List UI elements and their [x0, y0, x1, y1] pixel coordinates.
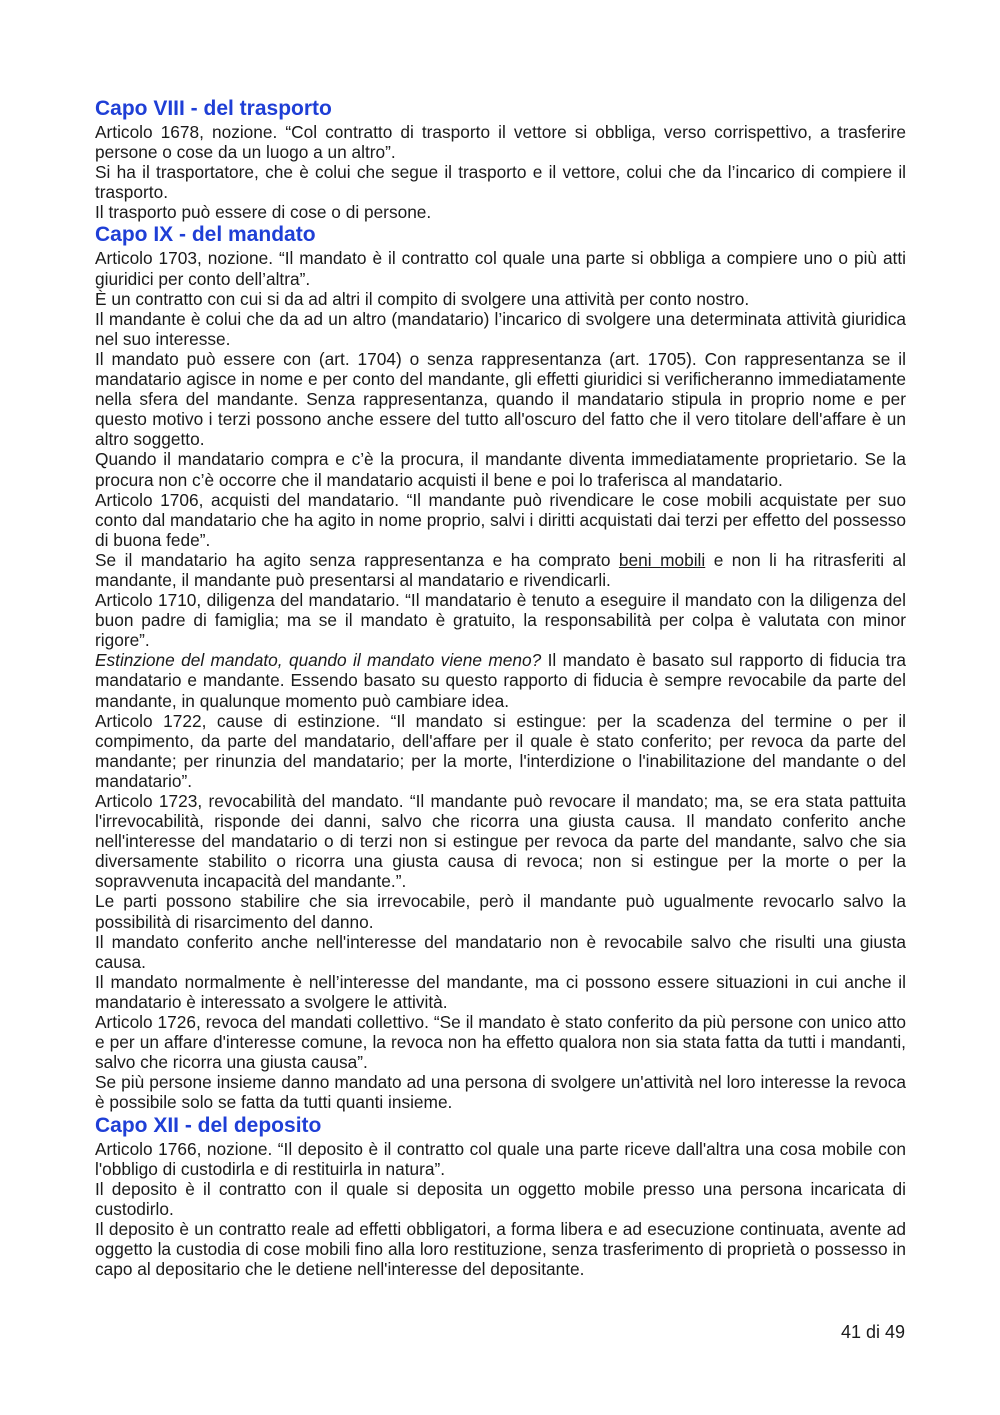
paragraph: Il mandato normalmente è nell’interesse del mandante, ma ci possono essere situazioni in cui anche il mandatario è interessato a svolgere le attività. — [95, 971, 906, 1012]
paragraph: Le parti possono stabilire che sia irrevocabile, però il mandante può ugualmente revocarlo salvo la possibilità di risarcimento del danno. — [95, 891, 906, 932]
paragraph: Il mandante è colui che da ad un altro (mandatario) l’incarico di svolgere una determinata attività giuridica nel suo interesse. — [95, 308, 906, 349]
paragraph: Il mandato può essere con (art. 1704) o senza rappresentanza (art. 1705). Con rappresentanza se il mandatario agisce in nome e per conto del mandante, gli effetti giuridici si verificheranno immediatamente nella sfera del mandante. Senza rappresentanza, quando il mandatario stipula in proprio nome e per questo motivo i terzi possono anche essere del tutto all'oscuro del fatto che il vero titolare dell'affare è un altro soggetto. — [95, 348, 906, 450]
page-number: 41 di 49 — [840, 1322, 905, 1342]
paragraph: Articolo 1722, cause di estinzione. “Il mandato si estingue: per la scadenza del termine o per il compimento, da parte del mandatario, dell'affare per il quale è stato conferito; per revoca da parte del mandante; per rinunzia del mandatario; per la morte, l'interdizione o l'inabilitazione del mandante o del mandatario”. — [95, 710, 906, 791]
paragraph-text: Se il mandatario ha agito senza rappresentanza e ha comprato — [95, 549, 619, 570]
italic-question: Estinzione del mandato, quando il mandato viene meno? — [95, 650, 542, 671]
paragraph: Articolo 1723, revocabilità del mandato. “Il mandante può revocare il mandato; ma, se era stata pattuita l'irrevocabilità, risponde dei danni, salvo che ricorra una giusta causa. Il mandato conferito anche nell'interesse del mandatario o di terzi non si estingue per revoca da parte del mandante, salvo che sia diversamente stabilito o ricorra una giusta causa di revoca; non si estingue per la morte o per la sopravvenuta incapacità del mandante.”. — [95, 791, 906, 892]
paragraph: Quando il mandatario compra e c’è la procura, il mandante diventa immediatamente proprietario. Se la procura non c’è occorre che il mandatario acquisti il bene e poi lo traferisca al mandatario. — [95, 449, 906, 490]
paragraph: Il deposito è il contratto con il quale si deposita un oggetto mobile presso una persona incaricata di custodirlo. — [95, 1178, 906, 1219]
paragraph: Il deposito è un contratto reale ad effetti obbligatori, a forma libera e ad esecuzione continuata, avente ad oggetto la custodia di cose mobili fino alla loro restituzione, senza trasferimento di proprietà o possesso in capo al depositario che le detiene nell'interesse del depositante. — [95, 1218, 906, 1280]
underlined-term: beni mobili — [618, 549, 706, 570]
paragraph: Articolo 1766, nozione. “Il deposito è il contratto col quale una parte riceve dall'altra una cosa mobile con l'obbligo di custodirla e di restituirla in natura”. — [95, 1138, 906, 1179]
paragraph: È un contratto con cui si da ad altri il compito di svolgere una attività per conto nostro. — [95, 288, 750, 309]
paragraph: Se più persone insieme danno mandato ad una persona di svolgere un'attività nel loro interesse la revoca è possibile solo se fatta da tutti quanti insieme. — [95, 1072, 906, 1113]
paragraph-text: e non li ha ritrasferiti al mandante, il mandante può presentarsi al mandatario e rivendicarli. — [95, 549, 906, 590]
paragraph: Articolo 1703, nozione. “Il mandato è il contratto col quale una parte si obbliga a compiere uno o più atti giuridici per conto dell’altra”. — [95, 248, 906, 289]
paragraph-with-underline — [95, 550, 906, 590]
section-heading-deposito: Capo XII - del deposito — [95, 1113, 322, 1137]
section-heading-mandato: Capo IX - del mandato — [95, 223, 316, 247]
section-heading-trasporto: Capo VIII - del trasporto — [95, 97, 332, 120]
paragraph: Il trasporto può essere di cose o di persone. — [95, 202, 432, 223]
paragraph: Si ha il trasportatore, che è colui che segue il trasporto e il vettore, colui che da l’incarico di compiere il trasporto. — [95, 162, 906, 203]
paragraph: Articolo 1706, acquisti del mandatario. “Il mandante può rivendicare le cose mobili acquistate per suo conto dal mandatario che ha agito in nome proprio, salvi i diritti acquistati dai terzi per effetto del possesso di buona fede”. — [95, 489, 906, 550]
paragraph: Articolo 1678, nozione. “Col contratto di trasporto il vettore si obbliga, verso corrispettivo, a trasferire persone o cose da un luogo a un altro”. — [95, 122, 906, 163]
paragraph-with-italic — [95, 650, 906, 710]
paragraph-text: Il mandato è basato sul rapporto di fiducia tra mandatario e mandante. Essendo basato su questo rapporto di fiducia è sempre revocabile da parte del mandante, in qualunque momento può cambiare idea. — [95, 650, 906, 711]
paragraph: Articolo 1710, diligenza del mandatario. “Il mandatario è tenuto a eseguire il mandato con la diligenza del buon padre di famiglia; ma se il mandato è gratuito, la responsabilità per colpa è valutata con minor rigore”. — [95, 590, 906, 651]
paragraph: Il mandato conferito anche nell'interesse del mandatario non è revocabile salvo che risulti una giusta causa. — [95, 931, 906, 972]
paragraph: Articolo 1726, revoca del mandati collettivo. “Se il mandato è stato conferito da più persone con unico atto e per un affare d'interesse comune, la revoca non ha effetto qualora non sia stata fatta da tutti i mandanti, salvo che ricorra una giusta causa”. — [95, 1012, 906, 1073]
document-page — [95, 96, 906, 1279]
